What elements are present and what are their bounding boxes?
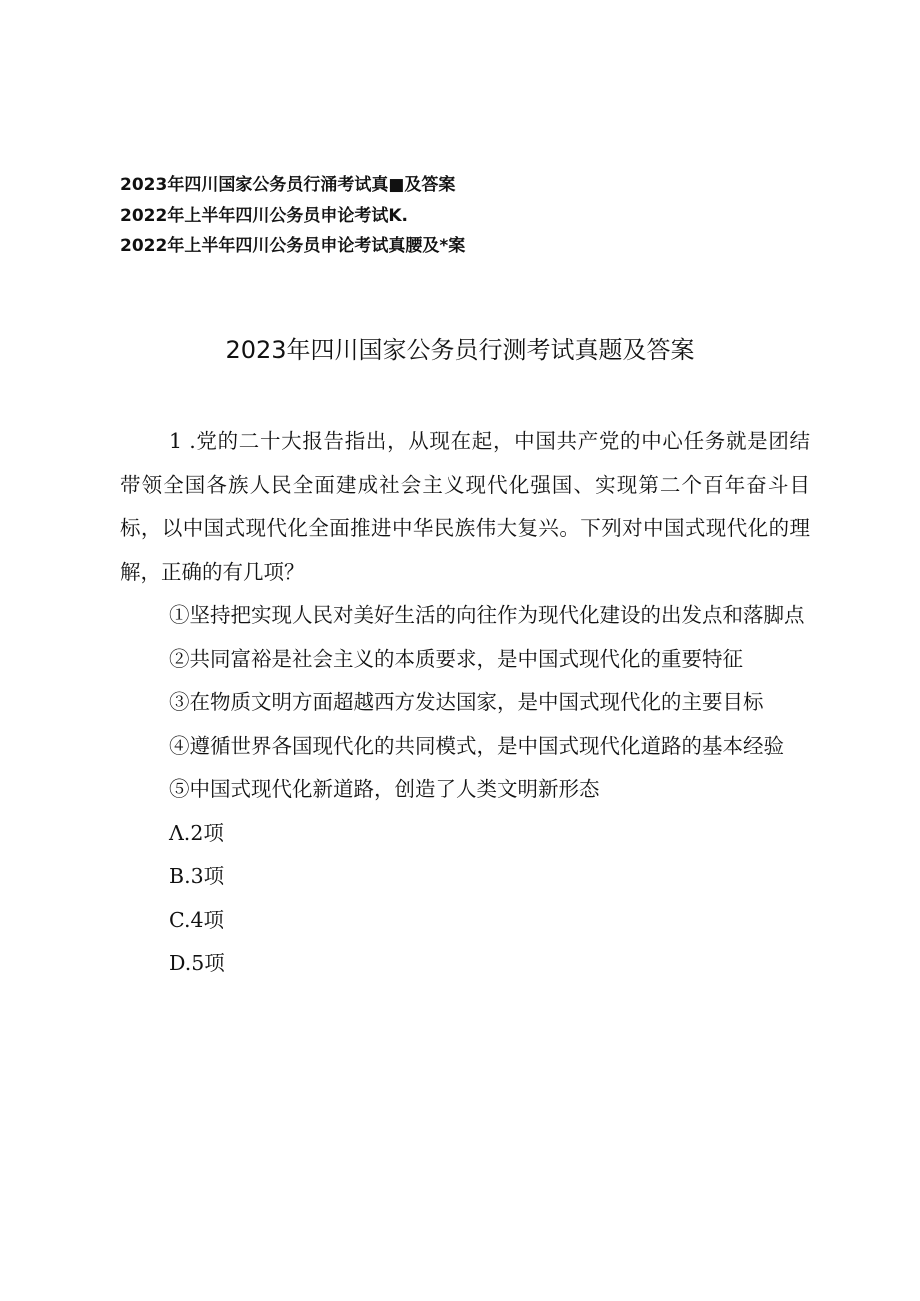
toc-item: 2023年四川国家公务员行涌考试真■及答案 (120, 175, 456, 195)
toc-item: 2022年上半年四川公务员申论考试K. (120, 205, 408, 226)
option-c: C.4项 (169, 907, 225, 932)
question-stem: 1 .党的二十大报告指出，从现在起，中国共产党的中心任务就是团结带领全国各族人民全面建成社会主义现代化强国、实现第二个百年奋斗目标，以中国式现代化全面推进中华民族伟大复兴。下列对中国式现代化的理解，正确的有几项？ (120, 429, 810, 584)
option-a: Λ.2项 (169, 820, 224, 845)
document-title: 2023年四川国家公务员行测考试真题及答案 (225, 336, 695, 364)
option-b: B.3项 (169, 864, 225, 888)
statement-3: ③在物质文明方面超越西方发达国家，是中国式现代化的主要目标 (169, 690, 764, 714)
option-d: D.5项 (169, 951, 225, 975)
statement-2: ②共同富裕是社会主义的本质要求，是中国式现代化的重要特征 (169, 646, 743, 671)
question-1 (120, 420, 810, 986)
statement-4: ④遵循世界各国现代化的共同模式，是中国式现代化道路的基本经验 (169, 733, 784, 758)
toc-item: 2022年上半年四川公务员申论考试真腰及*案 (120, 236, 466, 256)
table-of-contents (120, 170, 820, 262)
statement-1: ①坚持把实现人民对美好生活的向往作为现代化建设的出发点和落脚点 (169, 603, 805, 627)
statement-5: ⑤中国式现代化新道路，创造了人类文明新形态 (169, 777, 600, 801)
